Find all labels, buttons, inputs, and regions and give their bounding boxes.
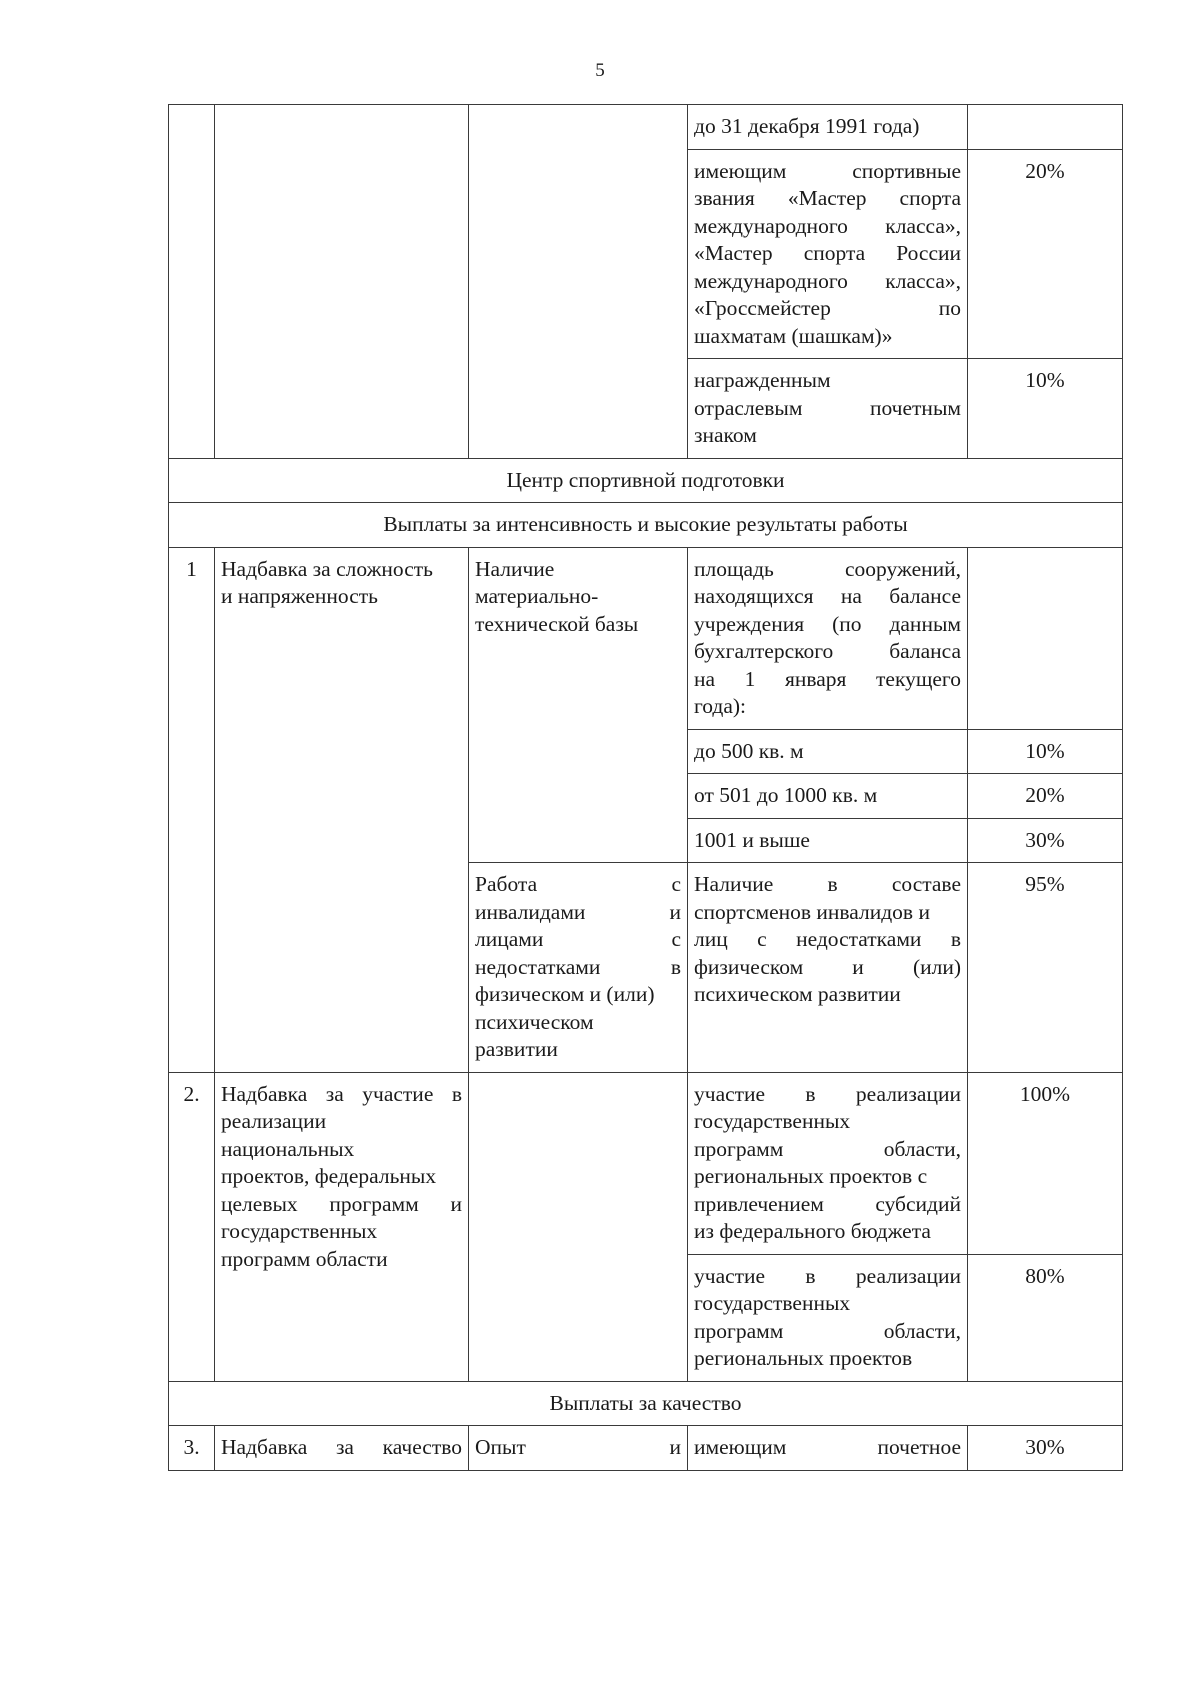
text-line [694, 213, 961, 241]
word: недостатками [796, 927, 922, 951]
word: текущего [876, 666, 961, 691]
text-line [221, 556, 462, 584]
word: и [669, 1435, 681, 1459]
word: в [805, 1081, 816, 1106]
word: спортивные [852, 158, 961, 183]
word: «Гроссмейстер [694, 296, 831, 320]
word: «Мастер [787, 186, 867, 210]
section-row [169, 1381, 1123, 1426]
page-number: 5 [595, 60, 605, 81]
text-line [694, 1136, 961, 1164]
text-line [694, 871, 961, 899]
word: программ области [221, 1246, 388, 1271]
text-line [694, 611, 961, 639]
section-row [169, 503, 1123, 548]
table-body [169, 105, 1123, 1471]
word: региональных проектов [694, 1346, 913, 1370]
word: спорта [803, 241, 866, 265]
criterion-name [469, 863, 688, 1073]
word: участие [362, 1081, 434, 1106]
text-line [475, 926, 681, 954]
word: физическом и (или) [475, 982, 655, 1006]
word: имеющим [694, 1435, 787, 1459]
text-line [694, 693, 961, 721]
num-cell-empty [169, 105, 215, 459]
text-line [475, 1036, 681, 1064]
word: привлечением [694, 1191, 824, 1216]
word: Работа [475, 872, 538, 896]
word: по [938, 296, 961, 320]
text-line [221, 1136, 462, 1164]
word: участие [694, 1263, 766, 1288]
text-line [694, 1345, 961, 1373]
word: субсидий [875, 1191, 961, 1216]
word: и напряженность [221, 584, 378, 608]
item-number: 2. [169, 1072, 215, 1381]
word: составе [891, 872, 961, 896]
word: из федерального бюджета [694, 1219, 931, 1243]
table-row [169, 1072, 1123, 1254]
word: в [670, 954, 681, 979]
percent-cell: 95% [968, 863, 1123, 1073]
text-line [475, 1434, 681, 1462]
word: программ [694, 1136, 784, 1161]
word: в [827, 872, 838, 896]
word: площадь [694, 556, 774, 581]
word: и [669, 899, 681, 924]
condition-cell [688, 359, 968, 459]
text-line [221, 583, 462, 611]
text-line [221, 1434, 462, 1462]
text-line [475, 556, 681, 584]
word: недостатками [475, 954, 601, 979]
text-line [694, 1263, 961, 1291]
section-title-center: Центр спортивной подготовки [169, 458, 1123, 503]
text-line [694, 556, 961, 584]
section-title-intensity: Выплаты за интенсивность и высокие результаты работы [169, 503, 1123, 548]
condition-cell [688, 1254, 968, 1381]
table-row [169, 1426, 1123, 1471]
condition-level: до 500 кв. м [688, 729, 968, 774]
table-row [169, 547, 1123, 729]
word: области, [883, 1318, 961, 1343]
text-line [694, 666, 961, 694]
condition-level: 1001 и выше [688, 818, 968, 863]
text-line [694, 240, 961, 268]
criterion-cell-empty [469, 105, 688, 459]
percent-cell: 80% [968, 1254, 1123, 1381]
text-line [694, 395, 961, 423]
payments-table [168, 104, 1123, 1471]
condition-level: от 501 до 1000 кв. м [688, 774, 968, 819]
text-line [694, 1191, 961, 1219]
word: международного [694, 268, 848, 293]
percent-cell [968, 105, 1123, 150]
text-line [475, 981, 681, 1009]
word: Надбавка [221, 1435, 308, 1459]
word: с [757, 927, 767, 951]
word: России [896, 241, 961, 265]
text-line [694, 367, 961, 395]
word: за [335, 1435, 354, 1459]
text-line [221, 1108, 462, 1136]
text-line [694, 158, 961, 186]
word: развитии [475, 1037, 558, 1061]
text-line [475, 611, 681, 639]
condition-cell: до 31 декабря 1991 года) [688, 105, 968, 150]
word: бухгалтерского [694, 639, 834, 663]
word: государственных [694, 1291, 851, 1315]
item-number: 1 [169, 547, 215, 1072]
text-line [694, 1163, 961, 1191]
word: января [784, 666, 847, 691]
word: государственных [221, 1219, 378, 1243]
word: реализации [221, 1109, 327, 1133]
percent-cell: 20% [968, 149, 1123, 359]
word: шахматам (шашкам)» [694, 323, 893, 348]
word: баланса [889, 639, 961, 663]
word: качество [382, 1435, 462, 1459]
text-line [694, 1081, 961, 1109]
word: в [451, 1081, 462, 1106]
word: участие [694, 1081, 766, 1106]
word: имеющим [694, 158, 787, 183]
word: отраслевым [694, 395, 803, 420]
word: лицами [475, 927, 544, 951]
text-line [694, 954, 961, 982]
text-line [694, 1434, 961, 1462]
text-line [694, 638, 961, 666]
word: физическом [694, 954, 804, 979]
word: класса», [885, 213, 961, 238]
word: почетным [869, 395, 961, 420]
word: программ [694, 1318, 784, 1343]
word: с [671, 927, 681, 951]
text-line [694, 295, 961, 323]
word: находящихся [694, 584, 814, 608]
word: психическом развитии [694, 982, 901, 1006]
percent-cell: 10% [968, 729, 1123, 774]
section-title-quality: Выплаты за качество [169, 1381, 1123, 1426]
word: 1 [744, 666, 756, 691]
percent-cell-empty [968, 547, 1123, 729]
word: за [325, 1081, 344, 1106]
word: Надбавка [221, 1081, 308, 1106]
word: международного [694, 213, 848, 238]
percent-cell: 30% [968, 1426, 1123, 1471]
word: на [694, 666, 716, 691]
word: спорта [899, 186, 961, 210]
text-line [221, 1218, 462, 1246]
word: психическом [475, 1009, 594, 1034]
word: региональных проектов с [694, 1164, 928, 1188]
word: целевых [221, 1191, 298, 1216]
text-line [475, 954, 681, 982]
word: награжденным [694, 368, 831, 392]
word: в [805, 1263, 816, 1288]
percent-cell: 100% [968, 1072, 1123, 1254]
text-line [694, 981, 961, 1009]
word: с [671, 872, 681, 896]
word: Наличие [694, 872, 774, 896]
text-line [694, 1290, 961, 1318]
word: материально- [475, 584, 599, 608]
condition-cell [688, 1426, 968, 1471]
text-line [694, 268, 961, 296]
payment-name [215, 1072, 469, 1381]
payment-name [215, 547, 469, 1072]
item-number: 3. [169, 1426, 215, 1471]
word: года): [694, 694, 747, 718]
payment-name [215, 1426, 469, 1471]
word: сооружений, [845, 556, 961, 581]
word: спортсменов инвалидов и [694, 899, 930, 924]
text-line [694, 1218, 961, 1246]
word: программ [329, 1191, 419, 1216]
word: реализации [855, 1263, 961, 1288]
condition-cell [688, 863, 968, 1073]
text-line [694, 323, 961, 351]
word: проектов, федеральных [221, 1164, 437, 1188]
table-row [169, 105, 1123, 150]
word: (по [832, 611, 862, 636]
percent-cell: 30% [968, 818, 1123, 863]
word: звания [694, 186, 755, 210]
text-line [475, 1009, 681, 1037]
word: Наличие [475, 556, 555, 581]
word: на [840, 584, 862, 608]
word: «Мастер [694, 241, 773, 265]
word: балансе [889, 584, 961, 608]
word: (или) [912, 954, 961, 979]
text-line [475, 583, 681, 611]
word: класса», [885, 268, 961, 293]
text-line [694, 926, 961, 954]
word: национальных [221, 1136, 355, 1161]
text-line [694, 583, 961, 611]
condition-cell [688, 547, 968, 729]
condition-cell [688, 149, 968, 359]
word: технической базы [475, 611, 639, 636]
word: Надбавка за сложность [221, 556, 433, 581]
text-line [221, 1163, 462, 1191]
criterion-name [469, 1426, 688, 1471]
word: почетное [877, 1435, 961, 1459]
word: инвалидами [475, 899, 586, 924]
criterion-cell-empty [469, 1072, 688, 1381]
word: знаком [694, 423, 757, 447]
word: учреждения [694, 611, 805, 636]
percent-cell: 10% [968, 359, 1123, 459]
text-line [694, 422, 961, 450]
payment-name-cell-empty [215, 105, 469, 459]
text-line [694, 1108, 961, 1136]
text-line [694, 185, 961, 213]
word: реализации [855, 1081, 961, 1106]
word: области, [883, 1136, 961, 1161]
text-line [694, 1318, 961, 1346]
percent-cell: 20% [968, 774, 1123, 819]
word: и [852, 954, 864, 979]
word: данным [889, 611, 961, 636]
text-line [221, 1081, 462, 1109]
text-line [694, 899, 961, 927]
section-row [169, 458, 1123, 503]
condition-cell [688, 1072, 968, 1254]
text-line [221, 1246, 462, 1274]
text-line [221, 1191, 462, 1219]
criterion-name [469, 547, 688, 863]
text-line [475, 899, 681, 927]
text-line [475, 871, 681, 899]
word: в [950, 927, 961, 951]
word: лиц [694, 927, 728, 951]
word: и [450, 1191, 462, 1216]
word: Опыт [475, 1435, 526, 1459]
word: государственных [694, 1109, 851, 1133]
